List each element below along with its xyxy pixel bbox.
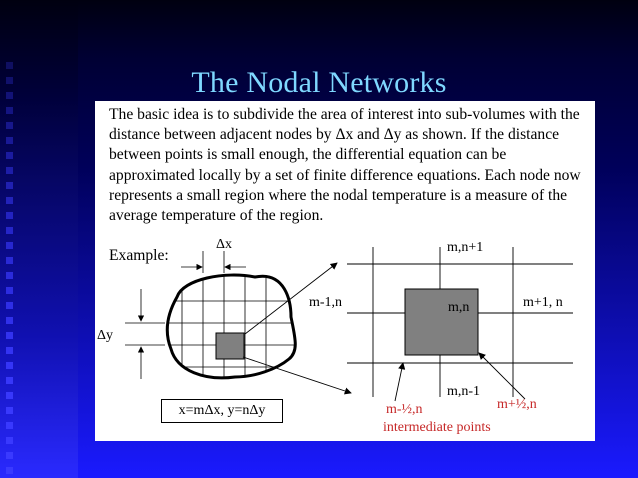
intermediate-label: intermediate points <box>383 420 491 435</box>
decor-square <box>6 467 13 474</box>
node-top-label: m,n+1 <box>447 240 484 255</box>
blob-outline <box>167 275 295 378</box>
dx-label: Δx <box>216 237 233 252</box>
half-left-label: m-½,n <box>386 402 423 417</box>
node-bottom-label: m,n-1 <box>447 384 481 399</box>
center-node-cell <box>405 289 478 355</box>
decor-square <box>6 257 13 264</box>
coordinate-equation-box: x=mΔx, y=nΔy <box>161 399 283 423</box>
node-center-label: m,n <box>448 300 470 315</box>
decor-square <box>6 407 13 414</box>
decor-square <box>6 197 13 204</box>
decor-square <box>6 422 13 429</box>
nodal-network-diagram <box>95 101 595 441</box>
decor-square <box>6 137 13 144</box>
decor-square <box>6 272 13 279</box>
node-left-label: m-1,n <box>309 295 343 310</box>
body-paragraph: The basic idea is to subdivide the area of interest into sub-volumes with the distance between adjacent nodes by Δx and Δy as shown. If the distance between points is small enough, the differential equation can be approximated locally by a set of finite difference equations. Each node now represents a small region where the nodal temperature is a measure of the average temperature of the region. <box>109 106 581 225</box>
decor-square <box>6 122 13 129</box>
decor-square <box>6 302 13 309</box>
node-right-label: m+1, n <box>523 295 563 310</box>
decor-square <box>6 452 13 459</box>
decor-square <box>6 287 13 294</box>
decor-square <box>6 437 13 444</box>
decor-square <box>6 167 13 174</box>
decor-square <box>6 242 13 249</box>
decor-square <box>6 152 13 159</box>
node-cell <box>216 333 244 359</box>
decor-square <box>6 392 13 399</box>
decor-square <box>6 347 13 354</box>
decor-square <box>6 362 13 369</box>
decor-square <box>6 317 13 324</box>
example-label: Example: <box>109 247 169 264</box>
decor-square <box>6 332 13 339</box>
decor-square <box>6 227 13 234</box>
decor-square <box>6 212 13 219</box>
half-right-label: m+½,n <box>497 397 537 412</box>
decor-square <box>6 377 13 384</box>
decor-square <box>6 107 13 114</box>
decor-square <box>6 182 13 189</box>
slide-title: The Nodal Networks <box>191 66 447 99</box>
dy-label: Δy <box>97 328 114 343</box>
content-panel <box>95 101 595 441</box>
